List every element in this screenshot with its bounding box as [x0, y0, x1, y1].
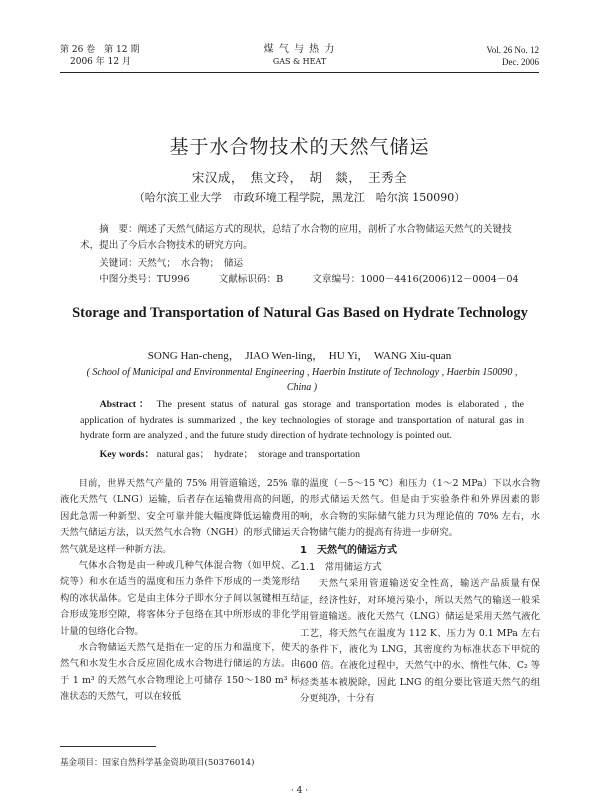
- body-left-column: [60, 476, 300, 706]
- body-paragraph: 的温度（－5～15 ℃）和压力（1～2 MPa）下以水合物的形式储运天然气。但是由于实验条件和外界因素的影响，水合物的实际储气能力只为理论值的 70% 左右，水合物储气能力的提高有待进一步研究。: [300, 478, 540, 539]
- body-right-column: [300, 476, 540, 708]
- abstract-cn-text: 阐述了天然气储运方式的现状，总结了水合物的应用，剖析了水合物储运天然气的关键技术，提出了今后水合物技术的研究方向。: [80, 224, 512, 251]
- body-paragraph: 目前，世界天然气产量的 75% 用管道输送，25% 靠液化天然气（LNG）运输，后者存在运输费用高的问题，因此急需一种新型、安全可靠并能大幅度降低运输费用的天然气储运方法，以天然气水合物（NGH）的形式储运天然气就是这样一种新方法。: [60, 478, 300, 555]
- volume-issue: 第 26 卷 第 12 期: [60, 45, 140, 55]
- abstract-cn-label: 摘 要：: [99, 224, 138, 235]
- keywords-en-text: natural gas； hydrate； storage and transportation: [156, 449, 360, 460]
- subsection-heading: 1.1 常用储运方式: [300, 562, 382, 574]
- abstract-en: [80, 397, 524, 444]
- abstract-en-text: The present status of natural gas storage and transportation modes is elaborated , the application of hydrates is summarized , the key technologies of storage and transportation of natural gas in hydrate form are analyzed , and the future study direction of hydrate technology is pointed out.: [80, 399, 524, 442]
- affiliation-cn: （哈尔滨工业大学 市政环境工程学院，黑龙江 哈尔滨 150090）: [133, 191, 466, 204]
- body-paragraph: 水合物储运天然气是指在一定的压力和温度下，使天然气和水发生水合反应固化成水合物进行储运的方法。由于 1 m³ 的天然气水合物理论上可储存 150～180 m³ 标准状态的天然气，可以在较低: [60, 642, 300, 703]
- paper-title-cn: 基于水合物技术的天然气储运: [169, 136, 430, 158]
- doc-code-label: 文献标识码：: [218, 274, 277, 285]
- paper-title-en: Storage and Transportation of Natural Gas Based on Hydrate Technology: [72, 305, 528, 321]
- footnote-rule: [60, 746, 156, 747]
- keywords-en-label: Key words：: [99, 449, 155, 460]
- volume-issue-en: Vol. 26 No. 12: [486, 45, 539, 55]
- class-label: 中图分类号：: [99, 274, 157, 285]
- authors-en: SONG Han-cheng， JIAO Wen-ling， HU Yi， WANG Xiu-quan: [147, 350, 452, 362]
- doc-code-value: B: [276, 274, 284, 285]
- issue-date-en: Dec. 2006: [502, 57, 539, 67]
- journal-name-cn: 煤 气 与 热 力: [263, 44, 336, 55]
- body-paragraph: 气体水合物是由一种或几种气体混合物（如甲烷、乙烷等）和水在适当的温度和压力条件下形成的一类笼形结构的冰状晶体。它是由主体分子即水分子间以氢键相互结合形成笼形空隙，将客体分子包络在其中所形成的非化学计量的包络化合物。: [60, 560, 300, 637]
- keywords-en: [80, 446, 360, 460]
- journal-name-en: GAS & HEAT: [272, 57, 327, 66]
- header-right: [440, 44, 539, 68]
- page-number: · 4 ·: [290, 786, 309, 796]
- keywords-cn: [80, 256, 524, 272]
- abstract-en-label: Abstract：: [99, 399, 152, 410]
- class-value: TU996: [156, 274, 190, 285]
- article-no-value: 1000－4416(2006)12－0004－04: [360, 274, 519, 285]
- footnote: 基金项目：国家自然科学基金资助项目(50376014): [60, 758, 255, 768]
- abstract-cn: [80, 222, 524, 253]
- classification-line: [80, 272, 524, 288]
- keywords-cn-text: 天然气； 水合物； 储运: [137, 258, 244, 269]
- keywords-cn-label: 关键词：: [99, 258, 138, 269]
- header-rule: [60, 72, 539, 73]
- authors-cn: 宋汉成， 焦文玲， 胡 燚， 王秀全: [191, 170, 408, 185]
- issue-date-cn: 2006 年 12 月: [70, 57, 131, 67]
- section-heading: 1 天然气的储运方式: [300, 544, 397, 556]
- affiliation-en: ( School of Municipal and Environmental Engineering , Haerbin Institute of Technology , Haerbin 150090 , China ): [86, 367, 518, 393]
- body-paragraph: 天然气采用管道输送安全性高，输送产品质量有保证，经济性好，对环境污染小，所以天然气的输送一般采用管道输送。液化天然气（LNG）储运是采用天然气液化工艺，将天然气在温度为 112 K、压力为 0.1 MPa 左右的条件下，液化为 LNG，其密度约为标准状态下甲烷的 600 倍。在液化过程中，天然气中的水、惰性气体、C₂ 等烃类基本被脱除，因此 LNG 的组分要比管道天然气的组分更纯净，十分有: [300, 578, 540, 705]
- article-no-label: 文章编号：: [312, 274, 361, 285]
